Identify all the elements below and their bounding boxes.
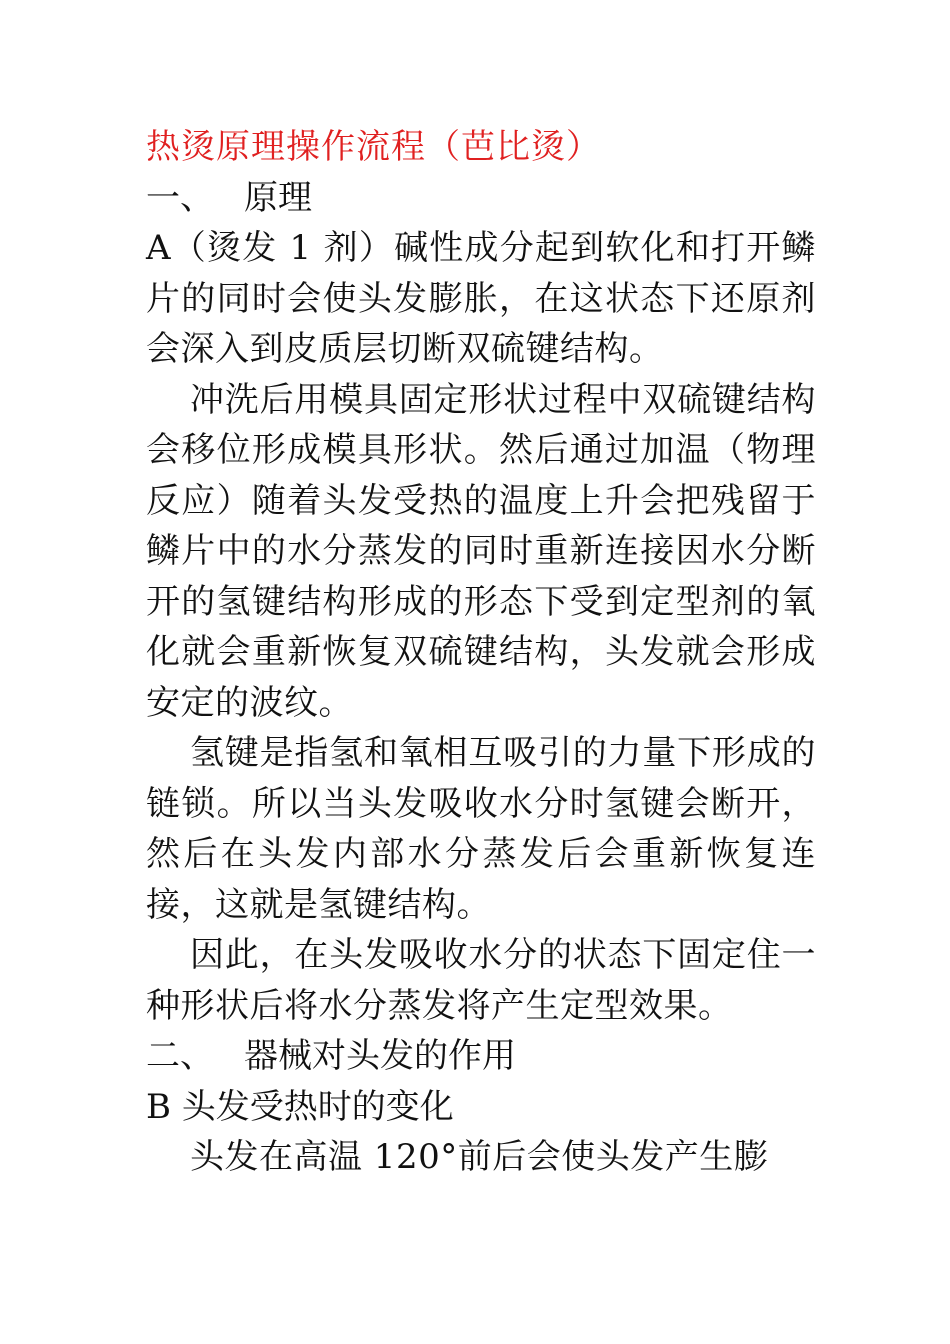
section-2-number: 二、	[146, 1036, 214, 1076]
paragraph-last: 头发在高温 120°前后会使头发产生膨	[190, 1137, 769, 1177]
subsection-b-heading: B 头发受热时的变化	[146, 1086, 454, 1127]
section-2-heading	[146, 1031, 816, 1082]
document-title: 热烫原理操作流程（芭比烫）	[146, 127, 601, 167]
paragraph-3: 因此，在头发吸收水分的状态下固定住一种形状后将水分蒸发将产生定型效果。	[146, 935, 816, 1026]
section-1-number: 一、	[146, 177, 214, 218]
section-1-title: 原理	[244, 177, 312, 218]
paragraph-2: 氢键是指氢和氧相互吸引的力量下形成的链锁。所以当头发吸收水分时氢键会断开，然后在头发内部水分蒸发后会重新恢复连接，这就是氢键结构。	[146, 733, 816, 925]
document-page	[146, 122, 816, 1183]
subsection-a-text: A（烫发 1 剂）碱性成分起到软化和打开鳞片的同时会使头发膨胀，在这状态下还原剂会深入到皮质层切断双硫键结构。	[146, 228, 816, 369]
section-2-title: 器械对头发的作用	[244, 1036, 516, 1076]
paragraph-1: 冲洗后用模具固定形状过程中双硫键结构会移位形成模具形状。然后通过加温（物理反应）随着头发受热的温度上升会把残留于鳞片中的水分蒸发的同时重新连接因水分断开的氢键结构形成的形态下受到定型剂的氧化就会重新恢复双硫键结构，头发就会形成安定的波纹。	[146, 379, 816, 723]
section-1-heading	[146, 173, 816, 224]
